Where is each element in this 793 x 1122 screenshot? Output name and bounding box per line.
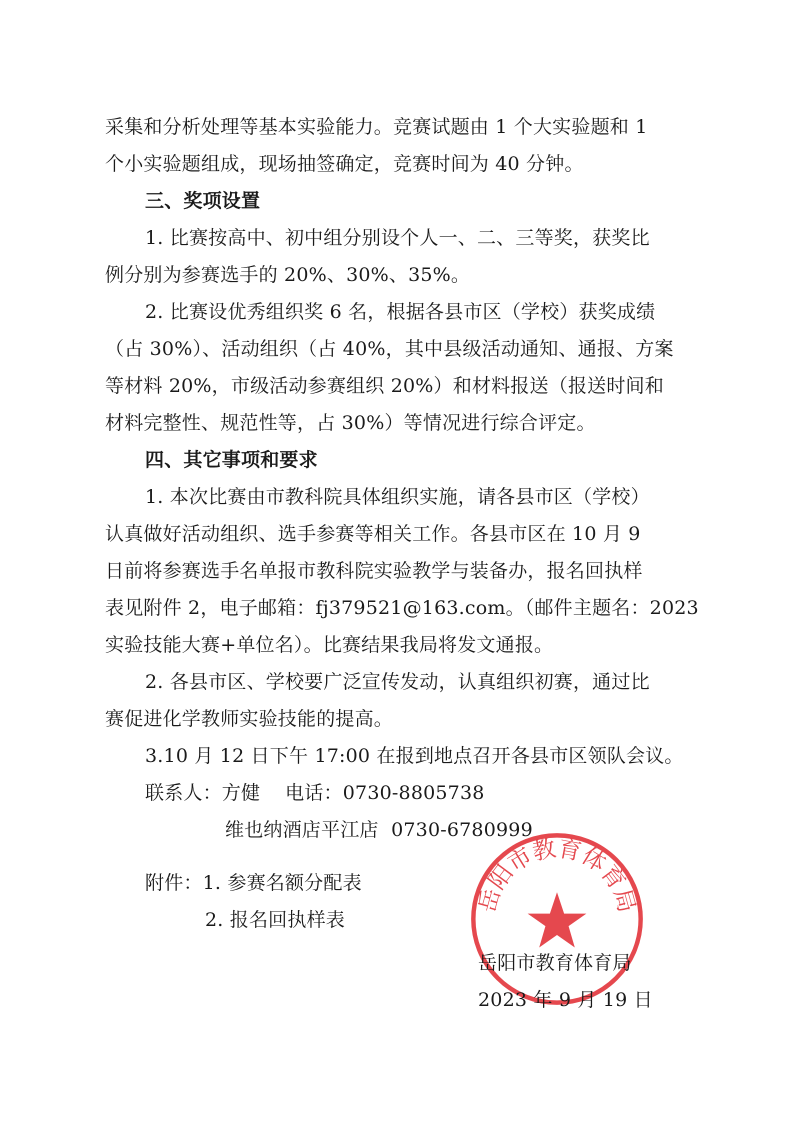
body-line: （占 30%）、活动组织（占 40%，其中县级活动通知、通报、方案	[105, 338, 674, 360]
body-line: 赛促进化学教师实验技能的提高。	[105, 708, 394, 730]
body-line: 2. 比赛设优秀组织奖 6 名，根据各县市区（学校）获奖成绩	[145, 301, 656, 323]
section-heading: 三、奖项设置	[145, 190, 261, 212]
body-line: 等材料 20%，市级活动参赛组织 20%）和材料报送（报送时间和	[105, 375, 664, 397]
body-line: 3.10 月 12 日下午 17:00 在报到地点召开各县市区领队会议。	[145, 745, 684, 767]
official-seal-icon	[468, 830, 646, 1008]
body-line: 1. 比赛按高中、初中组分别设个人一、二、三等奖，获奖比	[145, 227, 650, 249]
contact-line: 维也纳酒店平江店 0730-6780999	[225, 819, 533, 841]
body-line: 表见附件 2，电子邮箱：fj379521@163.com。（邮件主题名：2023	[105, 597, 699, 619]
body-line: 材料完整性、规范性等，占 30%）等情况进行综合评定。	[105, 412, 596, 434]
body-line: 采集和分析处理等基本实验能力。竞赛试题由 1 个大实验题和 1	[105, 116, 648, 138]
body-line: 例分别为参赛选手的 20%、30%、35%。	[105, 264, 471, 286]
attachment-line: 2. 报名回执样表	[205, 909, 345, 931]
section-heading: 四、其它事项和要求	[145, 449, 318, 471]
issuer-name: 岳阳市教育体育局	[478, 952, 632, 974]
body-line: 2. 各县市区、学校要广泛宣传发动，认真组织初赛，通过比	[145, 671, 650, 693]
svg-text:岳阳市教育体育局: 岳阳市教育体育局	[474, 835, 640, 916]
contact-line: 联系人：方健 电话：0730-8805738	[145, 782, 485, 804]
body-line: 个小实验题组成，现场抽签确定，竞赛时间为 40 分钟。	[105, 153, 584, 175]
body-line: 实验技能大赛+单位名）。比赛结果我局将发文通报。	[105, 634, 554, 656]
body-line: 认真做好活动组织、选手参赛等相关工作。各县市区在 10 月 9	[105, 523, 641, 545]
issue-date: 2023 年 9 月 19 日	[478, 989, 653, 1011]
body-line: 日前将参赛选手名单报市教科院实验教学与装备办，报名回执样	[105, 560, 643, 582]
attachment-line: 附件：1. 参赛名额分配表	[145, 872, 362, 894]
body-line: 1. 本次比赛由市教科院具体组织实施，请各县市区（学校）	[145, 486, 650, 508]
